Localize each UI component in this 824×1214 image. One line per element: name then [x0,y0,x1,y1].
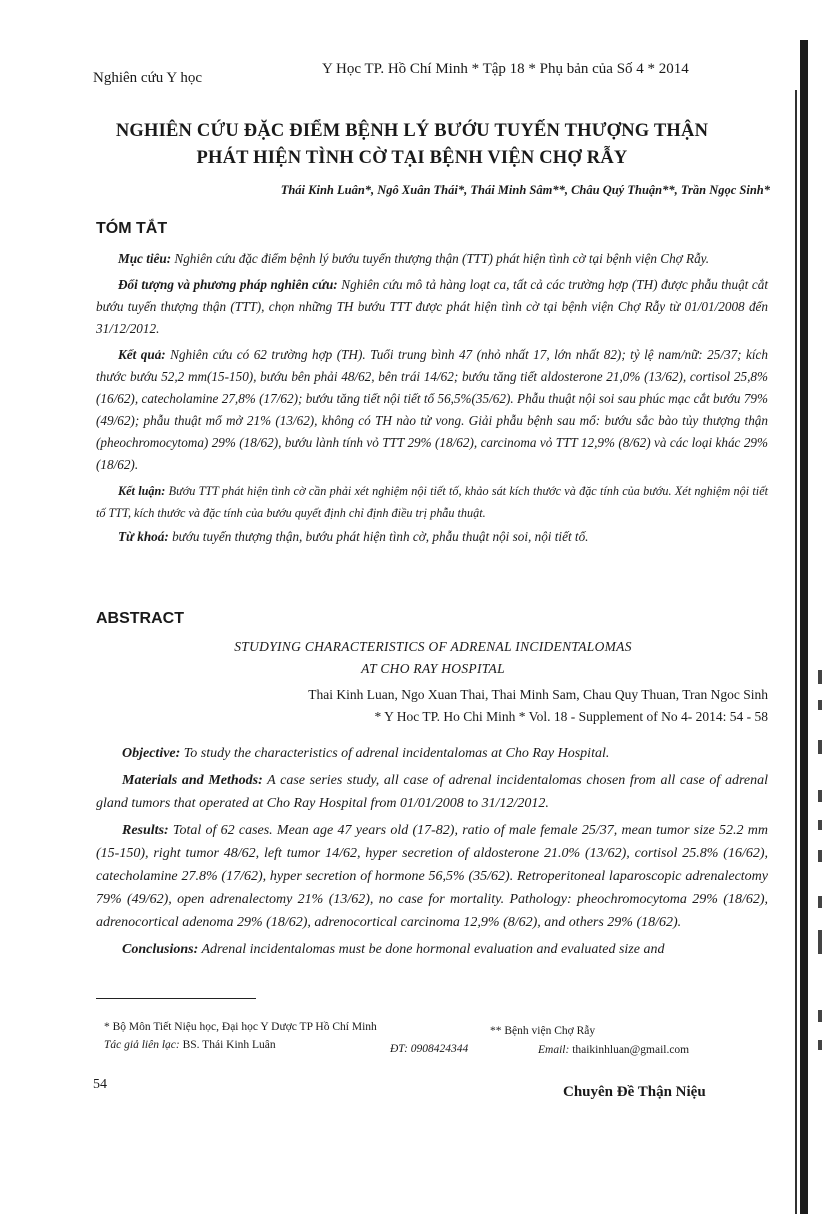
footnote-phone: ĐT: 0908424344 [390,1043,469,1055]
authors-vn: Thái Kinh Luân*, Ngô Xuân Thái*, Thái Minh Sâm**, Châu Quý Thuận**, Trần Ngọc Sinh* [280,183,770,197]
scan-edge-line [795,90,797,1214]
en-results-text: Total of 62 cases. Mean age 47 years old (17-82), ratio of male female 25/37, mean tumor size 52.2 mm (15-150), right tumor 48/62, left tumor 14/62, hyper secretion of aldosterone 21.0% (13/62), cortisol 25.8% (16/62), catecholamine 27.8% (17/62), hyper secretion of hormone 56,5% (35/62). Retroperitoneal laparoscopic adrenalectomy 79% (49/62), open adrenalectomy 21% (13/62), no case for mortality. Pathology: pheochromocytoma 29% (18/62), adrenocortical adenoma 29% (18/62), adrenocortical carcinoma 12,9% (8/62), and others 29% (18/62). [96,823,768,930]
vn-results-label: Kết quả: [118,347,166,362]
vn-keywords [96,526,768,548]
paper-title [60,118,764,172]
en-objective-label: Objective: [122,746,181,761]
footnote-affil1: * Bộ Môn Tiết Niệu học, Đại học Y Dược TP Hồ Chí Minh [104,1021,377,1033]
vn-objective [96,248,768,270]
en-results [96,819,768,934]
email-value: thaikinhluan@gmail.com [569,1044,690,1056]
en-methods-label: Materials and Methods: [122,773,263,788]
vn-objective-text: Nghiên cứu đặc điểm bệnh lý bướu tuyến thượng thận (TTT) phát hiện tình cờ tại bệnh viện Chợ Rẫy. [171,251,710,266]
vn-methods-label: Đối tượng và phương pháp nghiên cứu: [118,277,338,292]
footnote-contact [104,1039,276,1051]
email-label: Email: [538,1044,570,1056]
vn-conclusion [96,480,768,524]
abstract-en-body [96,742,768,961]
vn-results [96,344,768,476]
abstract-en-heading: ABSTRACT [96,610,184,627]
page-number: 54 [93,1077,107,1092]
section-footer: Chuyên Đề Thận Niệu [563,1084,706,1100]
en-citation: * Y Hoc TP. Ho Chi Minh * Vol. 18 - Supplement of No 4- 2014: 54 - 58 [374,709,768,724]
en-conclusions [96,938,768,961]
abstract-vn-body [96,248,768,548]
footnote-rule [96,998,256,999]
vn-conclusion-label: Kết luận: [118,484,166,498]
vn-keywords-label: Từ khoá: [118,529,169,544]
vn-keywords-text: bướu tuyến thượng thận, bướu phát hiện tình cờ, phẫu thuật nội soi, nội tiết tố. [168,529,589,544]
en-methods-text: A case series study, all case of adrenal incidentalomas chosen from all case of adrenal gland tumors that operated at Cho Ray Hospital from 01/01/2008 to 31/12/2012. [96,773,768,811]
footnote-affil2: ** Bệnh viện Chợ Rẫy [490,1025,596,1037]
en-results-label: Results: [122,823,169,838]
en-title [96,636,770,680]
en-methods [96,769,768,815]
en-authors-block [96,684,768,728]
contact-name: BS. Thái Kinh Luân [179,1039,276,1051]
scan-edge-bar [800,40,808,1214]
vn-conclusion-text: Bướu TTT phát hiện tình cờ cần phải xét nghiệm nội tiết tố, khảo sát kích thước và đặc tính của bướu. Xét nghiệm nội tiết tố TTT, kích thước và đặc tính của bướu quyết định chỉ định điều trị phẫu thuật. [96,484,768,520]
en-authors: Thai Kinh Luan, Ngo Xuan Thai, Thai Minh Sam, Chau Quy Thuan, Tran Ngoc Sinh [308,687,768,702]
running-header-right: Y Học TP. Hồ Chí Minh * Tập 18 * Phụ bản của Số 4 * 2014 [322,61,689,77]
en-conclusions-label: Conclusions: [122,942,199,957]
abstract-vn-heading: TÓM TẮT [96,220,168,237]
vn-methods [96,274,768,340]
en-conclusions-text: Adrenal incidentalomas must be done hormonal evaluation and evaluated size and [198,942,665,957]
paper-title-line1: NGHIÊN CỨU ĐẶC ĐIỂM BỆNH LÝ BƯỚU TUYẾN THƯỢNG THẬN [115,121,709,141]
contact-label: Tác giả liên lạc: [104,1039,180,1051]
footnote-email [538,1044,689,1056]
vn-objective-label: Mục tiêu: [118,251,172,266]
vn-methods-text: Nghiên cứu mô tả hàng loạt ca, tất cả các trường hợp (TH) được phẫu thuật cắt bướu tuyến thượng thận (TTT), chọn những TH bướu TTT được phát hiện tình cờ tại bệnh viện Chợ Rẫy từ 01/01/2008 đến 31/12/2012. [96,277,769,336]
vn-results-text: Nghiên cứu có 62 trường hợp (TH). Tuổi trung bình 47 (nhỏ nhất 17, lớn nhất 82); tỷ lệ nam/nữ: 25/37; kích thước bướu 52,2 mm(15-150), bướu bên phải 48/62, bên trái 14/62; bướu tăng tiết aldosterone 21,0% (13/62), cortisol 25,8% (16/62), catecholamine 27,8% (17/62); bướu tăng tiết nội tiết tố 56,5%(35/62). Phẫu thuật nội soi sau phúc mạc cắt bướu 79% (49/62); phẫu thuật mổ mở 21% (13/62), không có TH nào tử vong. Giải phẫu bệnh sau mổ: bướu sắc bào tủy thượng thận (pheochromocytoma) 29% (18/62), bướu lành tính vỏ TTT 29% (18/62), carcinoma vỏ TTT 12,9% (8/62) và các loại khác 29% (18/62). [96,347,768,472]
en-objective-text: To study the characteristics of adrenal incidentalomas at Cho Ray Hospital. [180,746,610,761]
running-header-left: Nghiên cứu Y học [93,70,203,86]
en-objective [96,742,768,765]
en-title-line1: STUDYING CHARACTERISTICS OF ADRENAL INCIDENTALOMAS [234,639,632,654]
paper-title-line2: PHÁT HIỆN TÌNH CỜ TẠI BỆNH VIỆN CHỢ RẪY [196,148,628,168]
en-title-line2: AT CHO RAY HOSPITAL [361,661,505,676]
